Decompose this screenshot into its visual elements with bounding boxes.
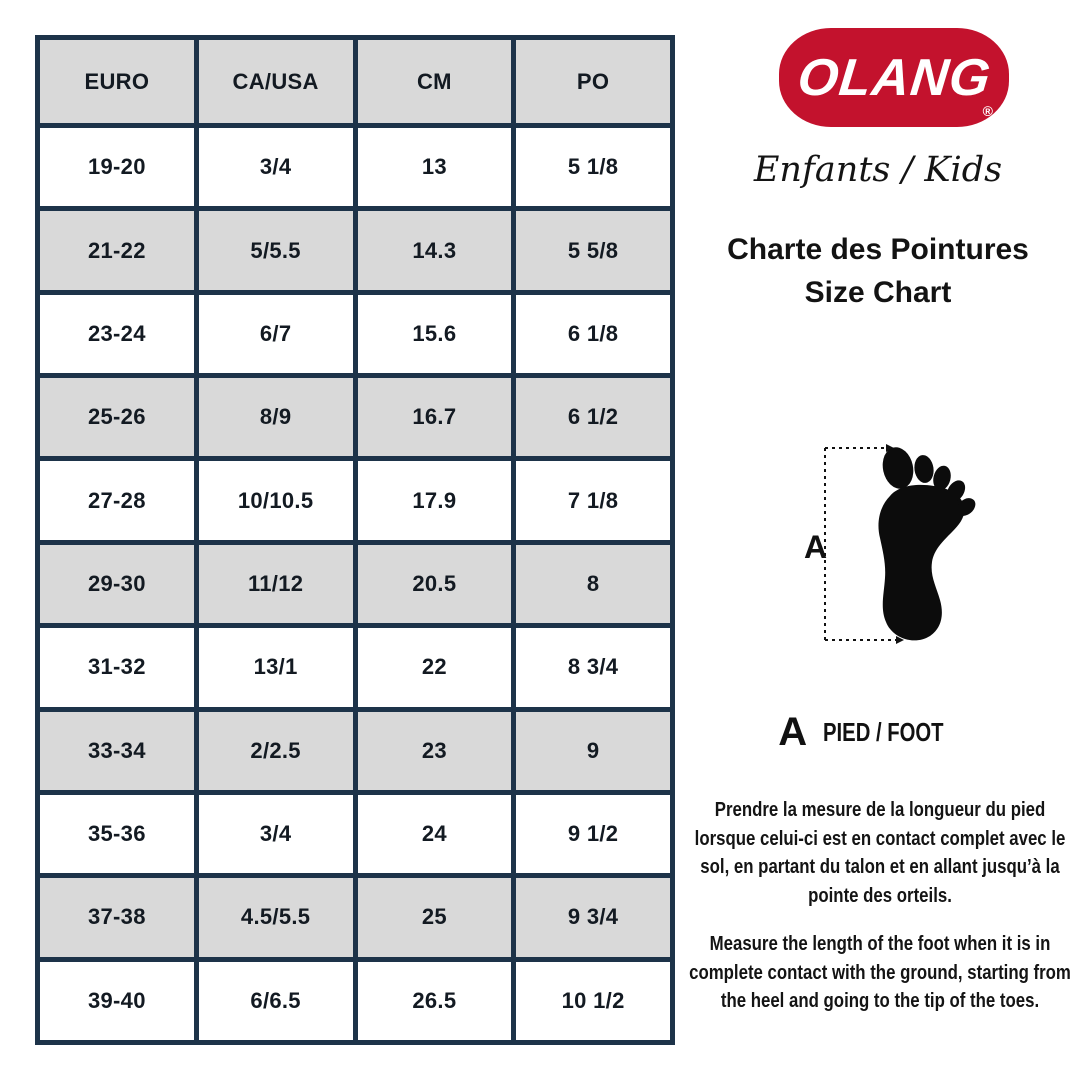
- table-cell: 5/5.5: [196, 209, 355, 292]
- table-cell: 10/10.5: [196, 459, 355, 542]
- table-cell: 25-26: [38, 376, 197, 459]
- table-cell: 6/6.5: [196, 959, 355, 1042]
- table-row: [38, 626, 673, 709]
- table-cell: 8 3/4: [514, 626, 673, 709]
- table-cell: 6/7: [196, 292, 355, 375]
- table-cell: 26.5: [355, 959, 514, 1042]
- table-cell: 24: [355, 792, 514, 875]
- registered-trademark-icon: ®: [982, 103, 993, 119]
- table-cell: 27-28: [38, 459, 197, 542]
- olang-logo: [779, 28, 1009, 127]
- column-header: CA/USA: [196, 38, 355, 126]
- instructions-english: Measure the length of the foot when it is in complete contact with the ground, starting from the heel and going to the tip of the toes.: [689, 933, 1071, 1012]
- table-cell: 31-32: [38, 626, 197, 709]
- size-table-body: [38, 126, 673, 1043]
- size-table: [35, 35, 675, 1045]
- column-header: PO: [514, 38, 673, 126]
- table-cell: 17.9: [355, 459, 514, 542]
- table-cell: 8: [514, 542, 673, 625]
- table-cell: 20.5: [355, 542, 514, 625]
- table-cell: 15.6: [355, 292, 514, 375]
- table-cell: 9 1/2: [514, 792, 673, 875]
- table-cell: 8/9: [196, 376, 355, 459]
- page-title-fr: Charte des Pointures: [727, 233, 1029, 266]
- table-cell: 6 1/8: [514, 292, 673, 375]
- table-cell: 10 1/2: [514, 959, 673, 1042]
- table-row: [38, 209, 673, 292]
- table-cell: 13/1: [196, 626, 355, 709]
- table-cell: 3/4: [196, 126, 355, 209]
- table-cell: 39-40: [38, 959, 197, 1042]
- table-cell: 21-22: [38, 209, 197, 292]
- table-cell: 9: [514, 709, 673, 792]
- table-cell: 13: [355, 126, 514, 209]
- table-cell: 23-24: [38, 292, 197, 375]
- table-row: [38, 542, 673, 625]
- legend: [695, 710, 1061, 755]
- legend-key: A: [778, 710, 808, 754]
- table-cell: 2/2.5: [196, 709, 355, 792]
- table-cell: 22: [355, 626, 514, 709]
- table-row: [38, 876, 673, 959]
- table-cell: 35-36: [38, 792, 197, 875]
- table-cell: 33-34: [38, 709, 197, 792]
- page-title: [695, 228, 1061, 314]
- table-row: [38, 292, 673, 375]
- table-row: [38, 792, 673, 875]
- column-header: EURO: [38, 38, 197, 126]
- size-table-header-row: [38, 38, 673, 126]
- table-cell: 9 3/4: [514, 876, 673, 959]
- table-row: [38, 709, 673, 792]
- table-cell: 25: [355, 876, 514, 959]
- instructions-french: Prendre la mesure de la longueur du pied lorsque celui-ci est en contact complet avec le sol, en partant du talon et en allant jusqu’à la pointe des orteils.: [694, 799, 1066, 907]
- dimension-label: A: [804, 529, 828, 565]
- foot-measurement-diagram: [780, 418, 1040, 668]
- table-cell: 3/4: [196, 792, 355, 875]
- table-cell: 6 1/2: [514, 376, 673, 459]
- footprint-icon: [878, 444, 978, 640]
- table-cell: 19-20: [38, 126, 197, 209]
- table-cell: 14.3: [355, 209, 514, 292]
- table-cell: 16.7: [355, 376, 514, 459]
- size-table-header: [38, 38, 673, 126]
- table-cell: 29-30: [38, 542, 197, 625]
- table-cell: 37-38: [38, 876, 197, 959]
- page-title-en: Size Chart: [804, 276, 952, 309]
- table-cell: 11/12: [196, 542, 355, 625]
- olang-logo-text: OLANG: [794, 48, 994, 107]
- table-cell: 5 5/8: [514, 209, 673, 292]
- column-header: CM: [355, 38, 514, 126]
- table-row: [38, 959, 673, 1042]
- legend-label: PIED / FOOT: [823, 717, 944, 747]
- table-cell: 7 1/8: [514, 459, 673, 542]
- table-cell: 23: [355, 709, 514, 792]
- table-row: [38, 376, 673, 459]
- table-cell: 4.5/5.5: [196, 876, 355, 959]
- table-cell: 5 1/8: [514, 126, 673, 209]
- audience-label: Enfants / Kids: [753, 150, 1003, 190]
- table-row: [38, 126, 673, 209]
- table-row: [38, 459, 673, 542]
